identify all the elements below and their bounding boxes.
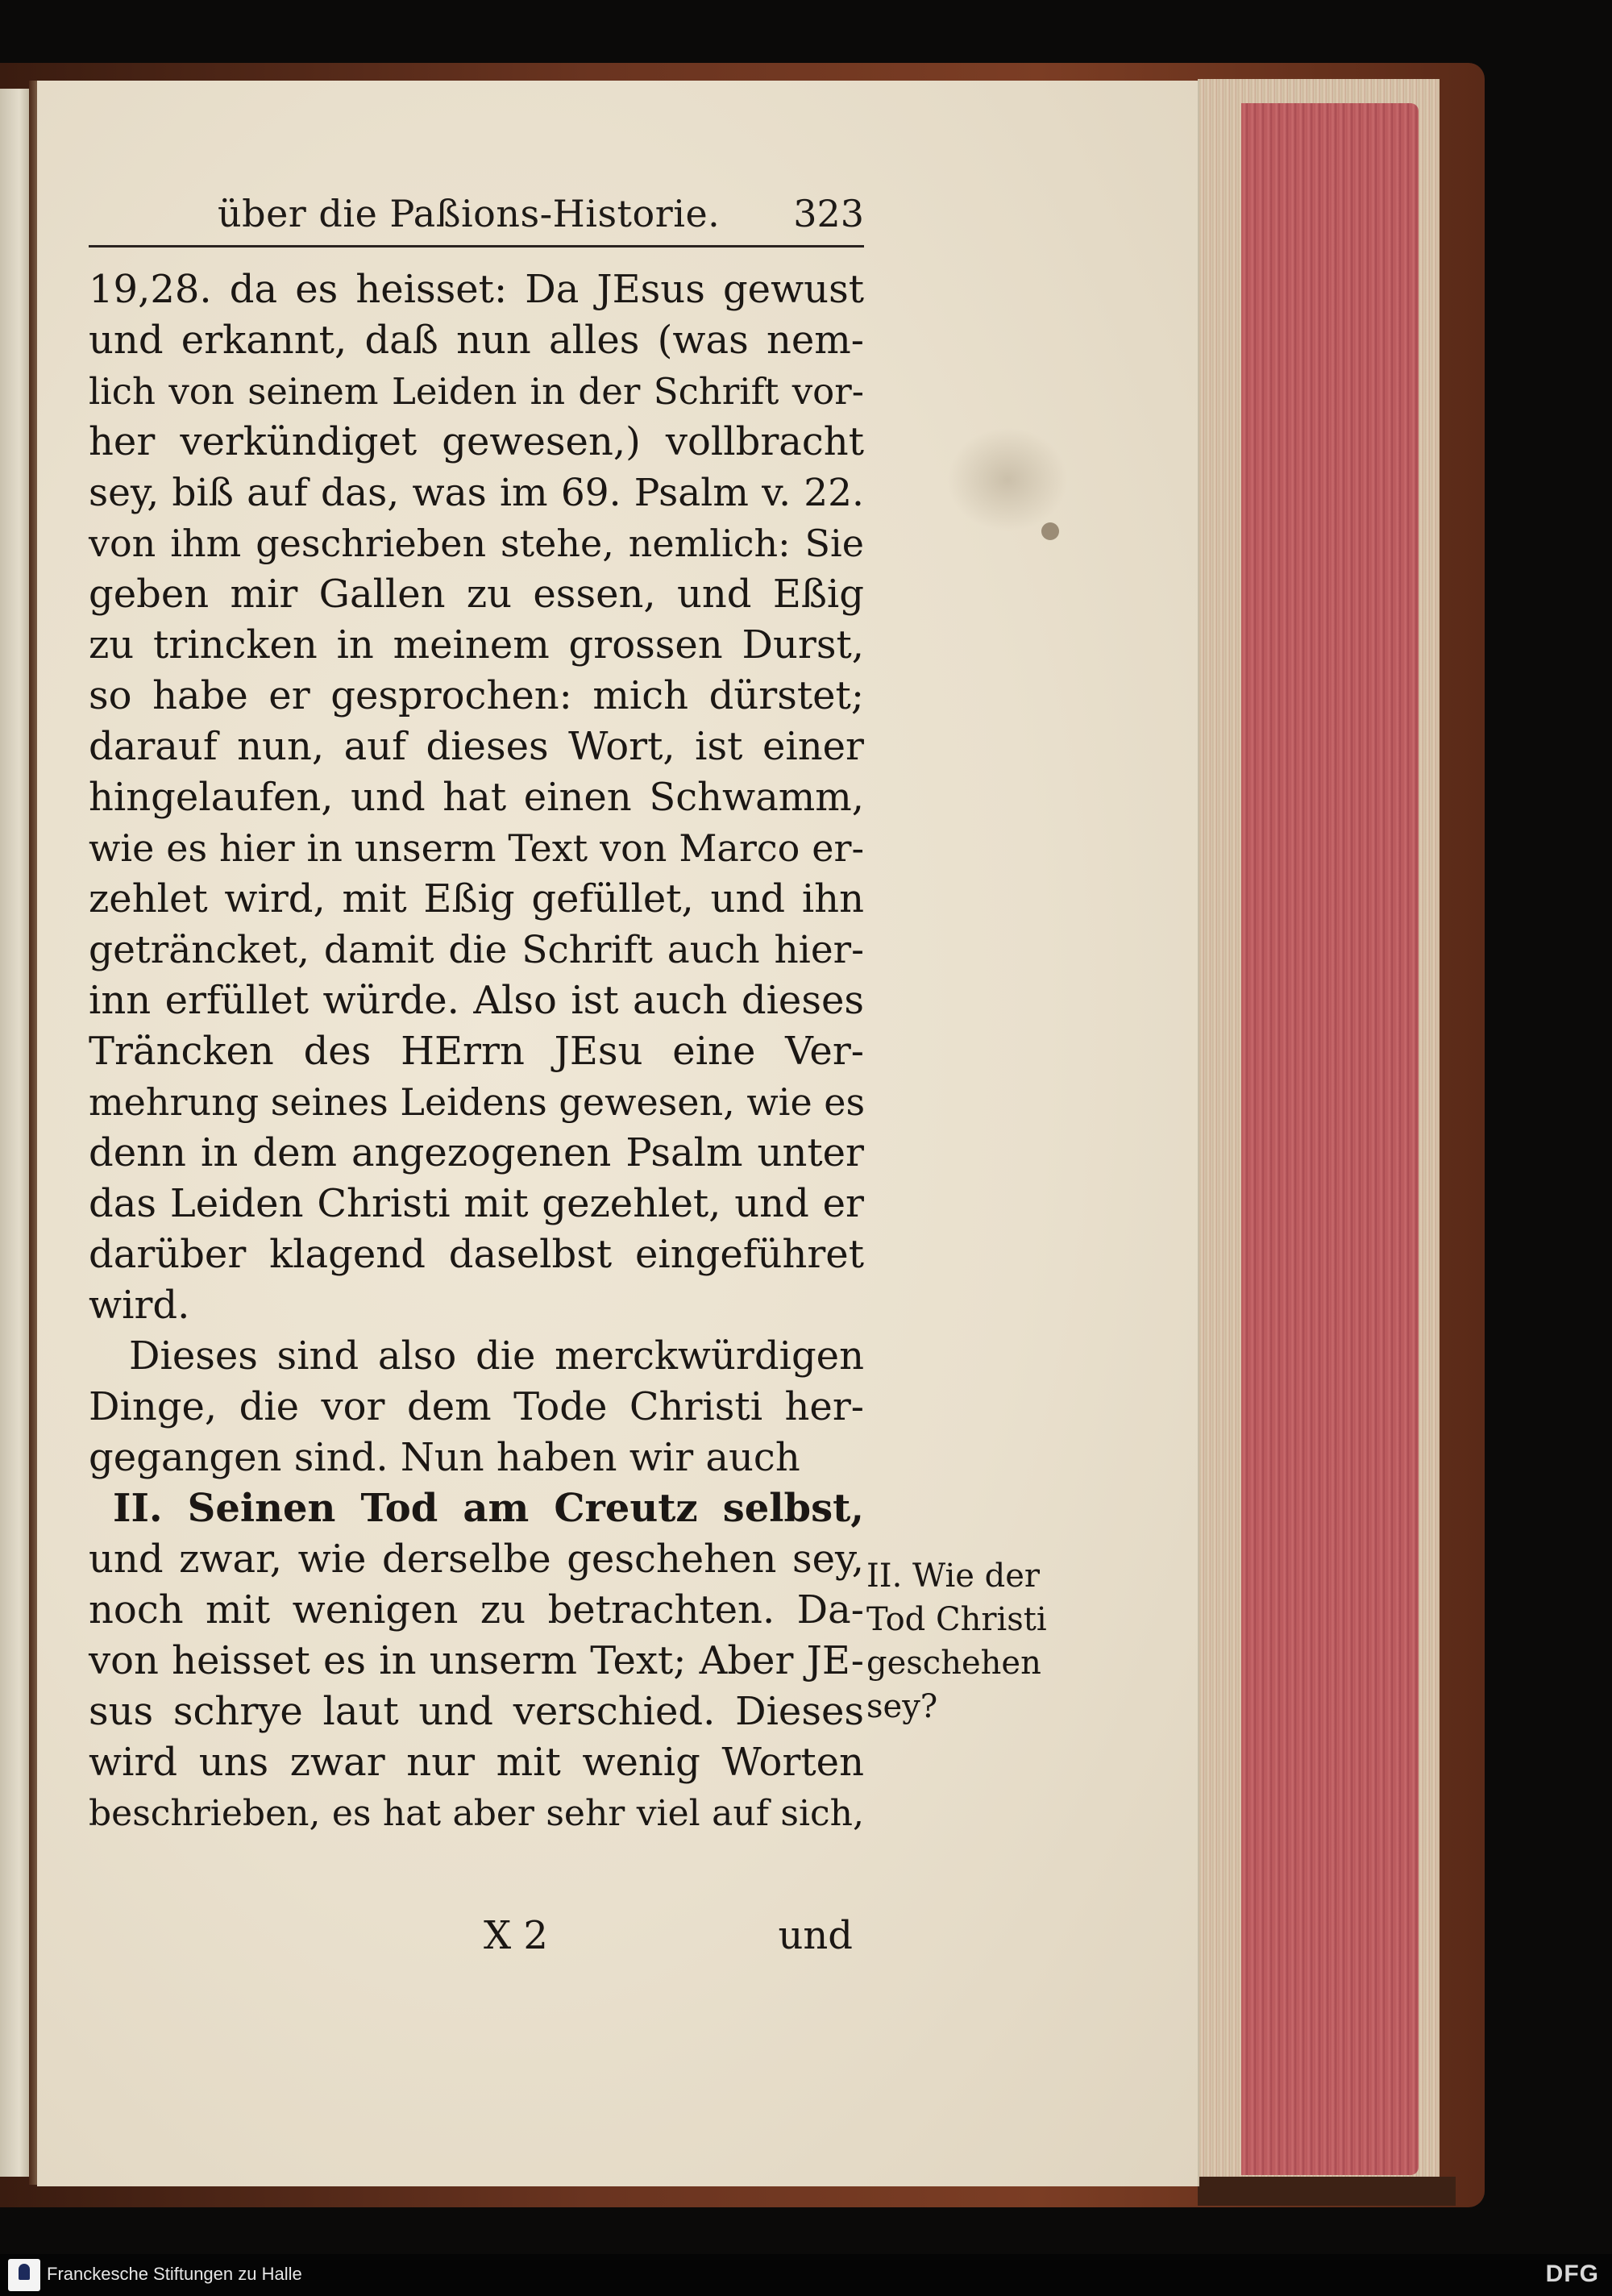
text-line: wird. bbox=[89, 1283, 190, 1328]
text-line: Träncken des HErrn JEsu eine Ver- bbox=[89, 1029, 864, 1074]
text-line: geträncket, damit die Schrift auch hier- bbox=[89, 928, 864, 972]
text-line: hingelaufen, und hat einen Schwamm, bbox=[89, 775, 864, 820]
text-line: mehrung seines Leidens gewesen, wie es bbox=[89, 1080, 866, 1124]
text-line: gegangen sind. Nun haben wir auch bbox=[89, 1435, 800, 1480]
text-line: von ihm geschrieben stehe, nemlich: Sie bbox=[89, 522, 864, 565]
text-line: lich von seinem Leiden in der Schrift vor- bbox=[89, 370, 864, 413]
text-line: wie es hier in unserm Text von Marco er- bbox=[89, 826, 864, 870]
text-line: von heisset es in unserm Text; Aber JE- bbox=[89, 1638, 864, 1683]
margin-note bbox=[866, 1554, 1076, 1728]
page-header bbox=[89, 192, 864, 247]
show-through-smudge bbox=[947, 427, 1068, 532]
margin-note-line: geschehen bbox=[866, 1645, 1041, 1682]
text-line: darauf nun, auf dieses Wort, ist einer bbox=[89, 724, 864, 769]
page-number: 323 bbox=[793, 192, 864, 235]
margin-note-line: sey? bbox=[866, 1688, 938, 1725]
text-line: denn in dem angezogenen Psalm unter bbox=[89, 1130, 864, 1175]
institution-logo-icon bbox=[8, 2259, 40, 2291]
text-line: das Leiden Christi mit gezehlet, und er bbox=[89, 1181, 864, 1226]
ink-spot bbox=[1041, 522, 1059, 540]
text-line: wird uns zwar nur mit wenig Worten bbox=[89, 1740, 864, 1785]
left-page-edge bbox=[0, 89, 32, 2177]
signature-line bbox=[89, 1911, 864, 1961]
text-line: Dinge, die vor dem Tode Christi her- bbox=[89, 1384, 864, 1429]
margin-note-line: Tod Christi bbox=[866, 1601, 1047, 1638]
catchword: und bbox=[778, 1913, 853, 1958]
section-heading-line: II. Seinen Tod am Creutz selbst, bbox=[113, 1486, 864, 1531]
text-line: her verkündiget gewesen,) vollbracht bbox=[89, 419, 864, 464]
text-line: inn erfüllet würde. Also ist auch dieses bbox=[89, 978, 864, 1023]
binding-bottom bbox=[1198, 2177, 1456, 2206]
footer-bar bbox=[0, 2254, 1612, 2296]
text-line: 19,28. da es heisset: Da JEsus gewust bbox=[89, 267, 864, 312]
text-line: sus schrye laut und verschied. Dieses bbox=[89, 1689, 864, 1734]
margin-note-line: II. Wie der bbox=[866, 1558, 1041, 1595]
dfg-logo: DFG bbox=[1545, 2261, 1599, 2287]
text-line: so habe er gesprochen: mich dürstet; bbox=[89, 673, 864, 718]
text-line: geben mir Gallen zu essen, und Eßig bbox=[89, 572, 864, 617]
paragraph-start-line: Dieses sind also die merckwürdigen bbox=[129, 1333, 864, 1379]
red-sprinkled-edge bbox=[1241, 103, 1419, 2175]
text-line: noch mit wenigen zu betrachten. Da- bbox=[89, 1587, 864, 1633]
text-line: und zwar, wie derselbe geschehen sey, bbox=[89, 1537, 864, 1582]
text-line: darüber klagend daselbst eingeführet bbox=[89, 1232, 864, 1277]
running-title: über die Paßions-Historie. bbox=[218, 192, 721, 235]
text-line: zehlet wird, mit Eßig gefüllet, und ihn bbox=[89, 876, 864, 921]
text-line: beschrieben, es hat aber sehr viel auf sich, bbox=[89, 1793, 864, 1834]
text-line: zu trincken in meinem grossen Durst, bbox=[89, 622, 864, 668]
body-text bbox=[89, 264, 864, 1839]
text-line: sey, biß auf das, was im 69. Psalm v. 22. bbox=[89, 471, 864, 515]
signature-mark: X 2 bbox=[484, 1913, 548, 1958]
institution-name: Franckesche Stiftungen zu Halle bbox=[47, 2264, 302, 2284]
text-line: und erkannt, daß nun alles (was nem- bbox=[89, 318, 864, 363]
